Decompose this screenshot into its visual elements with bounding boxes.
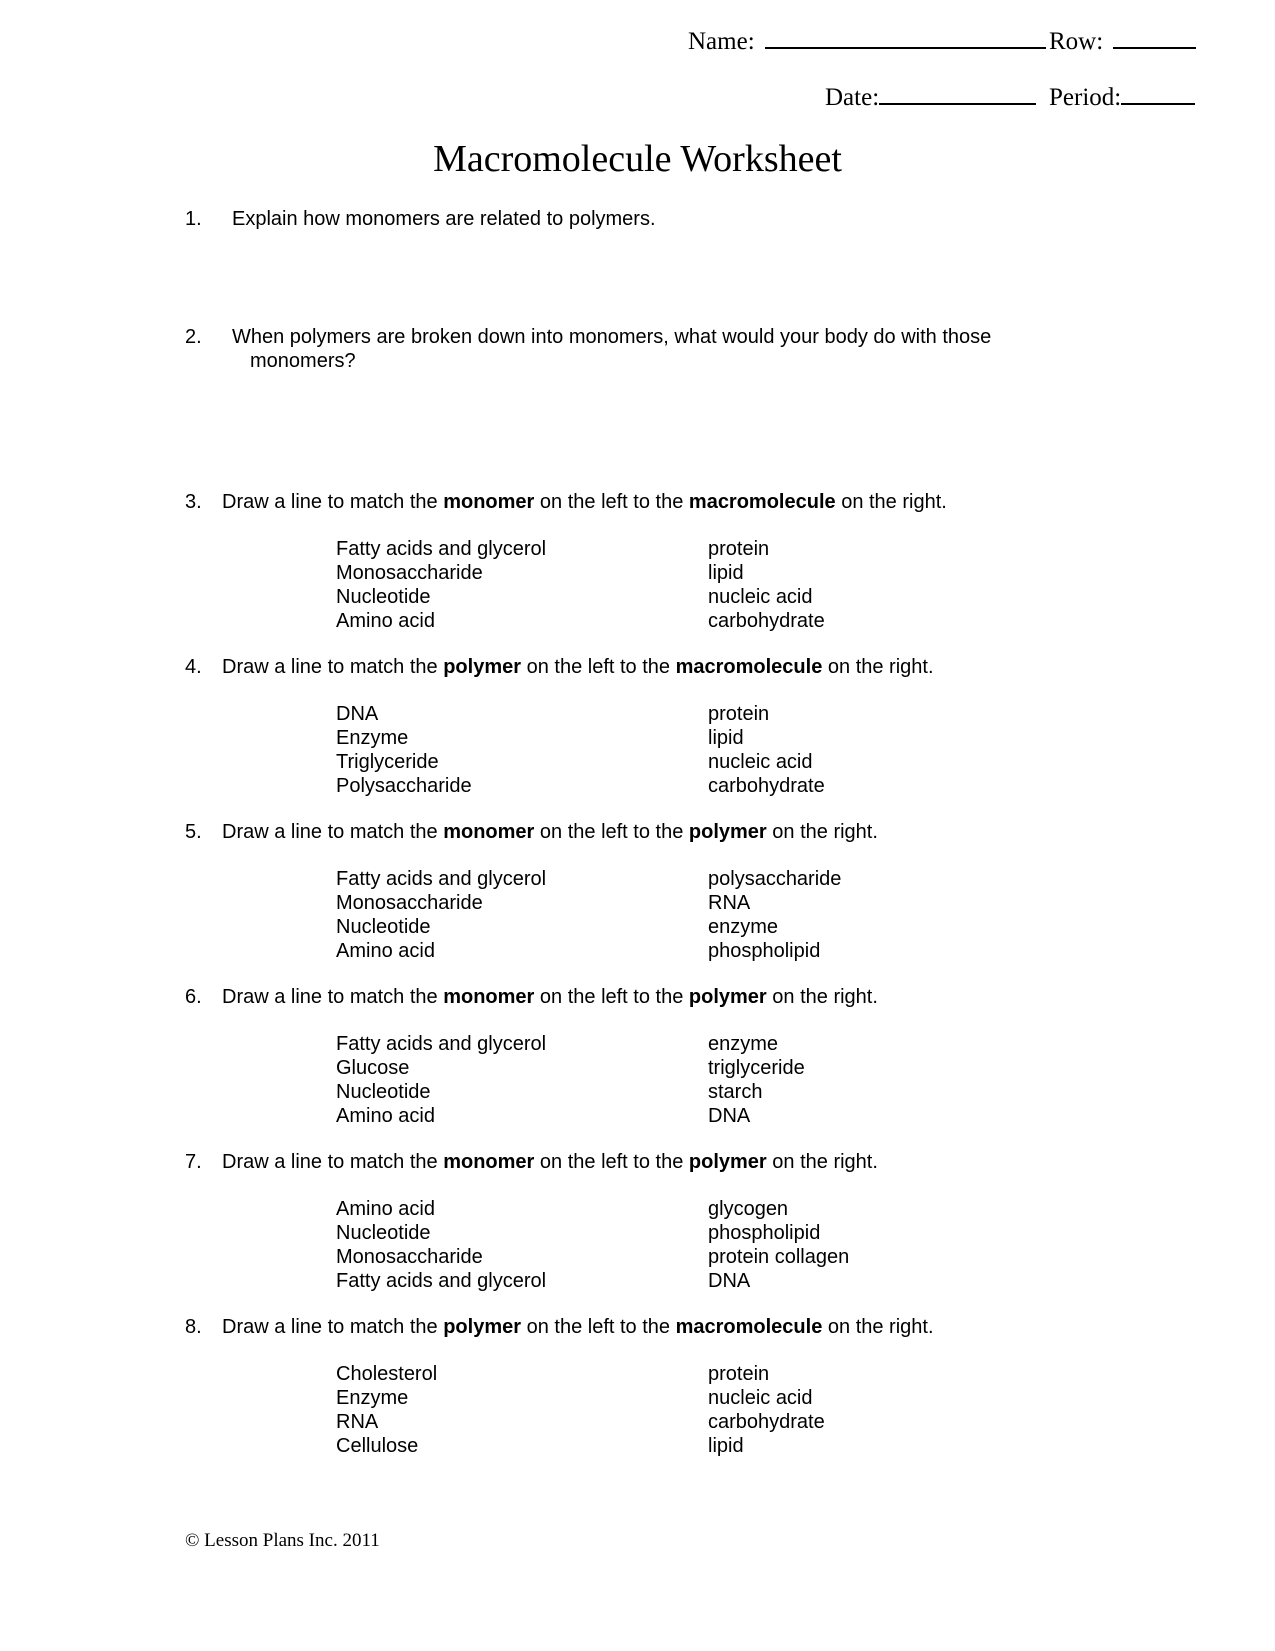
right-term[interactable]: polysaccharide [708,868,842,890]
left-term[interactable]: RNA [336,1411,379,1433]
question-text-continued: monomers? [250,350,356,372]
question-text [222,820,878,844]
page-title: Macromolecule Worksheet [433,138,842,180]
right-term[interactable]: carbohydrate [708,610,825,632]
question-text [222,1315,934,1339]
left-term[interactable]: Enzyme [336,1387,409,1409]
prompt-text: on the left to the [534,986,689,1008]
right-term[interactable]: RNA [708,892,751,914]
prompt-bold-term: monomer [443,1151,535,1173]
left-term[interactable]: Fatty acids and glycerol [336,1033,547,1055]
row-field[interactable] [1049,27,1196,54]
prompt-bold-term: polymer [443,1316,522,1338]
date-field[interactable] [825,83,1036,110]
left-term[interactable]: Fatty acids and glycerol [336,1270,547,1292]
prompt-text: on the right. [766,986,878,1008]
question-number: 4. [185,656,202,678]
prompt-text: on the left to the [534,821,689,843]
copyright-footer: © Lesson Plans Inc. 2011 [185,1530,380,1551]
left-term[interactable]: Monosaccharide [336,1246,483,1268]
prompt-text: Draw a line to match the [222,1151,444,1173]
left-term[interactable]: Glucose [336,1057,410,1079]
period-field[interactable] [1049,83,1195,110]
right-term[interactable]: protein [708,538,770,560]
prompt-bold-term: macromolecule [675,1316,823,1338]
prompt-bold-term: polymer [688,821,767,843]
period-blank[interactable] [1121,83,1195,105]
left-term[interactable]: Amino acid [336,940,435,962]
left-term[interactable]: Nucleotide [336,1081,431,1103]
left-term[interactable]: Amino acid [336,1105,435,1127]
left-term[interactable]: Polysaccharide [336,775,472,797]
question-number: 5. [185,821,202,843]
prompt-bold-term: monomer [443,821,535,843]
left-term[interactable]: Amino acid [336,1198,435,1220]
question-text: Explain how monomers are related to polymers. [232,208,656,230]
prompt-text: on the left to the [521,656,676,678]
left-term[interactable]: Fatty acids and glycerol [336,868,547,890]
prompt-text: Draw a line to match the [222,1316,444,1338]
left-term[interactable]: Enzyme [336,727,409,749]
question-text: When polymers are broken down into monomers, what would your body do with those [232,326,992,348]
name-field[interactable] [688,27,1046,54]
prompt-bold-term: polymer [443,656,522,678]
left-term[interactable]: Nucleotide [336,1222,431,1244]
right-term[interactable]: lipid [708,1435,744,1457]
right-term[interactable]: DNA [708,1270,751,1292]
right-term[interactable]: lipid [708,727,744,749]
right-term[interactable]: enzyme [708,916,779,938]
left-term[interactable]: Cholesterol [336,1363,438,1385]
prompt-text: on the right. [822,656,934,678]
right-term[interactable]: nucleic acid [708,1387,813,1409]
prompt-text: Draw a line to match the [222,491,444,513]
question-text [222,490,947,514]
right-term[interactable]: phospholipid [708,940,821,962]
question-number: 3. [185,491,202,513]
right-term[interactable]: lipid [708,562,744,584]
right-term[interactable]: enzyme [708,1033,779,1055]
right-term[interactable]: nucleic acid [708,586,813,608]
prompt-text: on the left to the [534,1151,689,1173]
question-number: 2. [185,326,202,348]
right-term[interactable]: starch [708,1081,763,1103]
prompt-bold-term: monomer [443,491,535,513]
left-term[interactable]: Nucleotide [336,586,431,608]
question-text [222,655,934,679]
left-term[interactable]: Monosaccharide [336,562,483,584]
prompt-bold-term: monomer [443,986,535,1008]
prompt-bold-term: polymer [688,986,767,1008]
left-term[interactable]: DNA [336,703,379,725]
right-term[interactable]: glycogen [708,1198,789,1220]
question-number: 8. [185,1316,202,1338]
row-blank[interactable] [1113,27,1196,49]
question-number: 7. [185,1151,202,1173]
right-term[interactable]: carbohydrate [708,1411,825,1433]
prompt-text: on the right. [835,491,947,513]
prompt-bold-term: polymer [688,1151,767,1173]
right-term[interactable]: phospholipid [708,1222,821,1244]
prompt-text: on the left to the [521,1316,676,1338]
left-term[interactable]: Nucleotide [336,916,431,938]
question-text [222,985,878,1009]
left-term[interactable]: Cellulose [336,1435,419,1457]
right-term[interactable]: protein [708,1363,770,1385]
right-term[interactable]: triglyceride [708,1057,805,1079]
prompt-text: Draw a line to match the [222,986,444,1008]
question-number: 1. [185,208,202,230]
prompt-bold-term: macromolecule [688,491,836,513]
date-blank[interactable] [879,83,1036,105]
right-term[interactable]: carbohydrate [708,775,825,797]
name-blank[interactable] [765,27,1046,49]
right-term[interactable]: protein [708,703,770,725]
date-label: Date: [825,84,880,111]
prompt-text: Draw a line to match the [222,821,444,843]
prompt-text: on the right. [766,1151,878,1173]
right-term[interactable]: DNA [708,1105,751,1127]
prompt-text: on the right. [822,1316,934,1338]
prompt-text: Draw a line to match the [222,656,444,678]
question-number: 6. [185,986,202,1008]
left-term[interactable]: Fatty acids and glycerol [336,538,547,560]
right-term[interactable]: protein collagen [708,1246,850,1268]
period-label: Period: [1049,84,1122,111]
prompt-text: on the right. [766,821,878,843]
name-label: Name: [688,28,755,55]
left-term[interactable]: Triglyceride [336,751,439,773]
prompt-text: on the left to the [534,491,689,513]
row-label: Row: [1049,28,1104,55]
question-text [222,1150,878,1174]
left-term[interactable]: Monosaccharide [336,892,483,914]
left-term[interactable]: Amino acid [336,610,435,632]
right-term[interactable]: nucleic acid [708,751,813,773]
prompt-bold-term: macromolecule [675,656,823,678]
